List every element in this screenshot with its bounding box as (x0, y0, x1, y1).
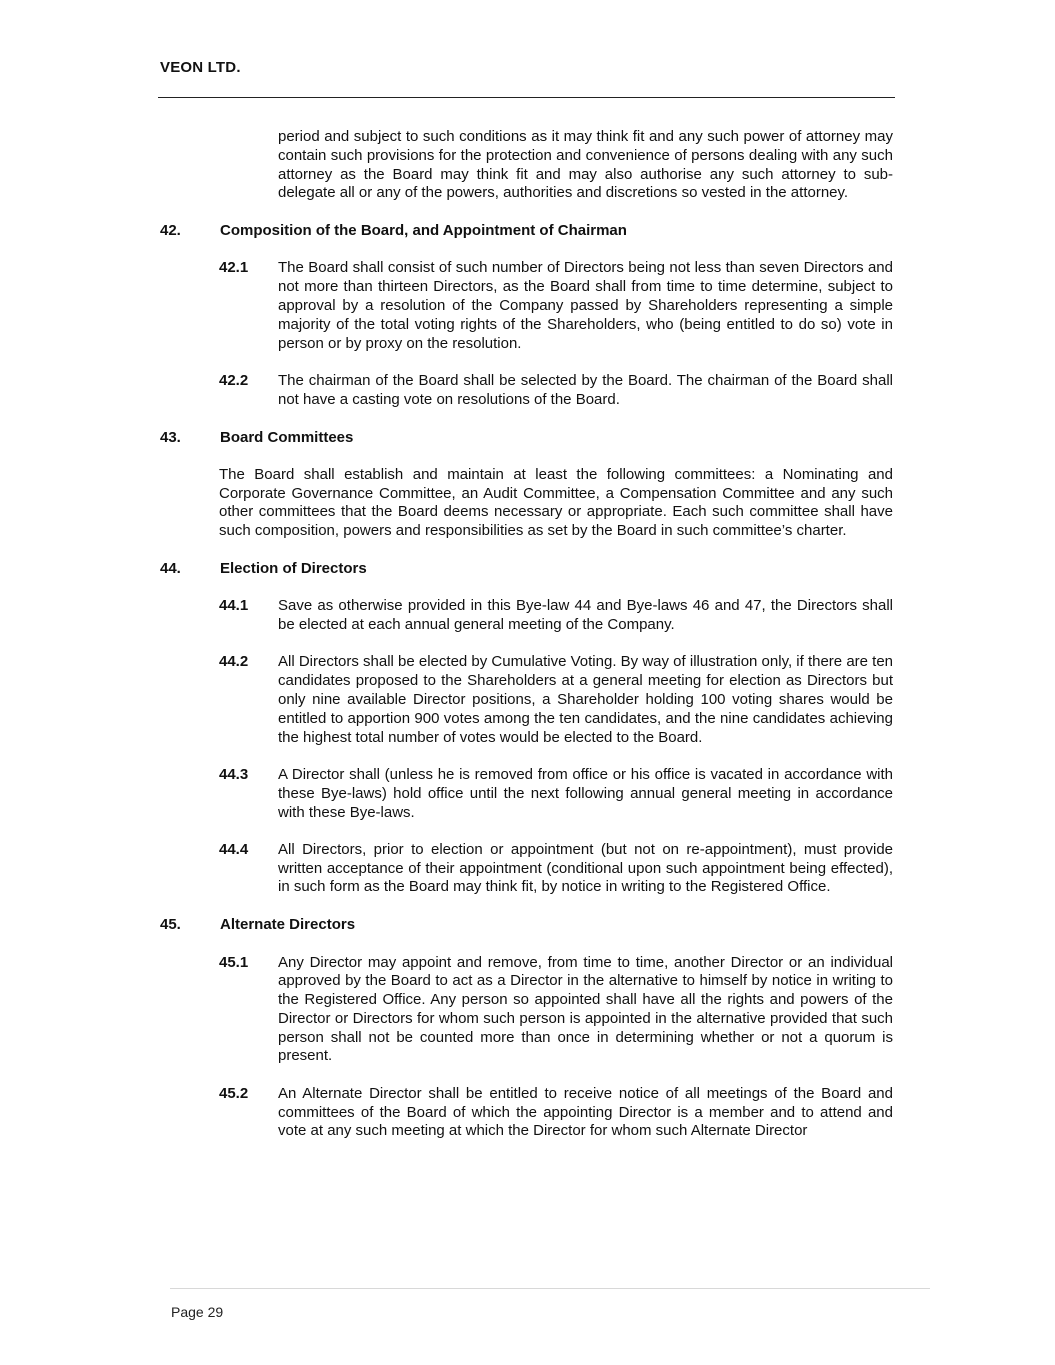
clause-44-3 (219, 766, 893, 822)
document-body (160, 128, 893, 1141)
section-title: Board Committees (220, 428, 354, 446)
clause-text: All Directors, prior to election or appointment (but not on re-appointment), must provide written acceptance of their appointment (conditional upon such appointment being effected), in such form as the Board may think fit, by notice in writing to the Registered Office. (278, 840, 893, 896)
clause-number: 45.2 (219, 1084, 249, 1102)
section-heading (160, 560, 893, 579)
section-42 (160, 222, 893, 409)
clause-number: 44.3 (219, 765, 249, 783)
clause-45-1 (219, 954, 893, 1067)
clause-44-1 (219, 597, 893, 635)
clause-text: Any Director may appoint and remove, from time to time, another Director or an individual approved by the Board to act as a Director in the alternative to himself by notice in writing to the Registered Office. Any person so appointed shall have all the rights and powers of the Director or Directors for whom such person is appointed in the alternative provided that such person shall not be counted more than once in determining whether or not a quorum is present. (278, 953, 893, 1065)
section-body-text: The Board shall establish and maintain at least the following committees: a Nominating and Corporate Governance Committee, an Audit Committee, a Compensation Committee and any such other committees that the Board deems necessary or appropriate. Each such committee shall have such composition, powers and responsibilities as set by the Board in such committee’s charter. (219, 465, 893, 540)
clause-number: 44.1 (219, 597, 249, 615)
section-44 (160, 560, 893, 897)
section-heading (160, 222, 893, 241)
clause-42-1 (219, 259, 893, 353)
section-title: Composition of the Board, and Appointment of Chairman (220, 222, 627, 240)
clause-number: 44.4 (219, 840, 249, 858)
clause-text: An Alternate Director shall be entitled to receive notice of all meetings of the Board and committees of the Board of which the appointing Director is a member and to attend and vote at any such meeting at which the Director for whom such Alternate Director (278, 1084, 893, 1140)
section-number: 42. (160, 222, 181, 240)
clause-42-2 (219, 372, 893, 410)
header-divider (158, 97, 895, 98)
document-header-company: VEON LTD. (160, 59, 241, 76)
section-number: 43. (160, 428, 181, 446)
clause-44-4 (219, 841, 893, 897)
section-number: 44. (160, 560, 181, 578)
clause-text: A Director shall (unless he is removed from office or his office is vacated in accordance with these Bye-laws) hold office until the next following annual general meeting in accordance with these Bye-laws. (278, 765, 893, 821)
clause-45-2 (219, 1085, 893, 1141)
clause-44-2 (219, 653, 893, 747)
section-heading (160, 916, 893, 935)
clause-number: 42.2 (219, 371, 249, 389)
footer-divider (170, 1288, 930, 1289)
clause-text: Save as otherwise provided in this Bye-law 44 and Bye-laws 46 and 47, the Directors shall be elected at each annual general meeting of the Company. (278, 597, 893, 634)
clause-number: 45.1 (219, 953, 249, 971)
clause-number: 42.1 (219, 259, 249, 277)
clause-number: 44.2 (219, 653, 249, 671)
clause-text: The chairman of the Board shall be selected by the Board. The chairman of the Board shall not have a casting vote on resolutions of the Board. (278, 371, 893, 408)
page-number: Page 29 (171, 1304, 224, 1320)
section-43 (160, 429, 893, 541)
clause-text: All Directors shall be elected by Cumulative Voting. By way of illustration only, if there are ten candidates proposed to the Shareholders at a general meeting for election as Directors but only nine available Director positions, a Shareholder holding 100 voting shares would be entitled to apportion 900 votes among the ten candidates, and the nine candidates achieving the highest total number of votes would be elected to the Board. (278, 653, 894, 746)
clause-text: The Board shall consist of such number of Directors being not less than seven Directors and not more than thirteen Directors, as the Board shall from time to time determine, subject to approval by a resolution of the Company passed by Shareholders representing a simple majority of the total voting rights of the Shareholders, who (being entitled to do so) vote in person or by proxy on the resolution. (278, 259, 893, 352)
section-45 (160, 916, 893, 1141)
section-number: 45. (160, 916, 181, 934)
section-title: Election of Directors (220, 560, 367, 578)
section-title: Alternate Directors (220, 916, 356, 934)
section-heading (160, 429, 893, 448)
continuation-paragraph: period and subject to such conditions as it may think fit and any such power of attorney may contain such provisions for the protection and convenience of persons dealing with any such attorney as the Board may think fit and may also authorise any such attorney to sub-delegate all or any of the powers, authorities and discretions so vested in the attorney. (278, 128, 893, 202)
